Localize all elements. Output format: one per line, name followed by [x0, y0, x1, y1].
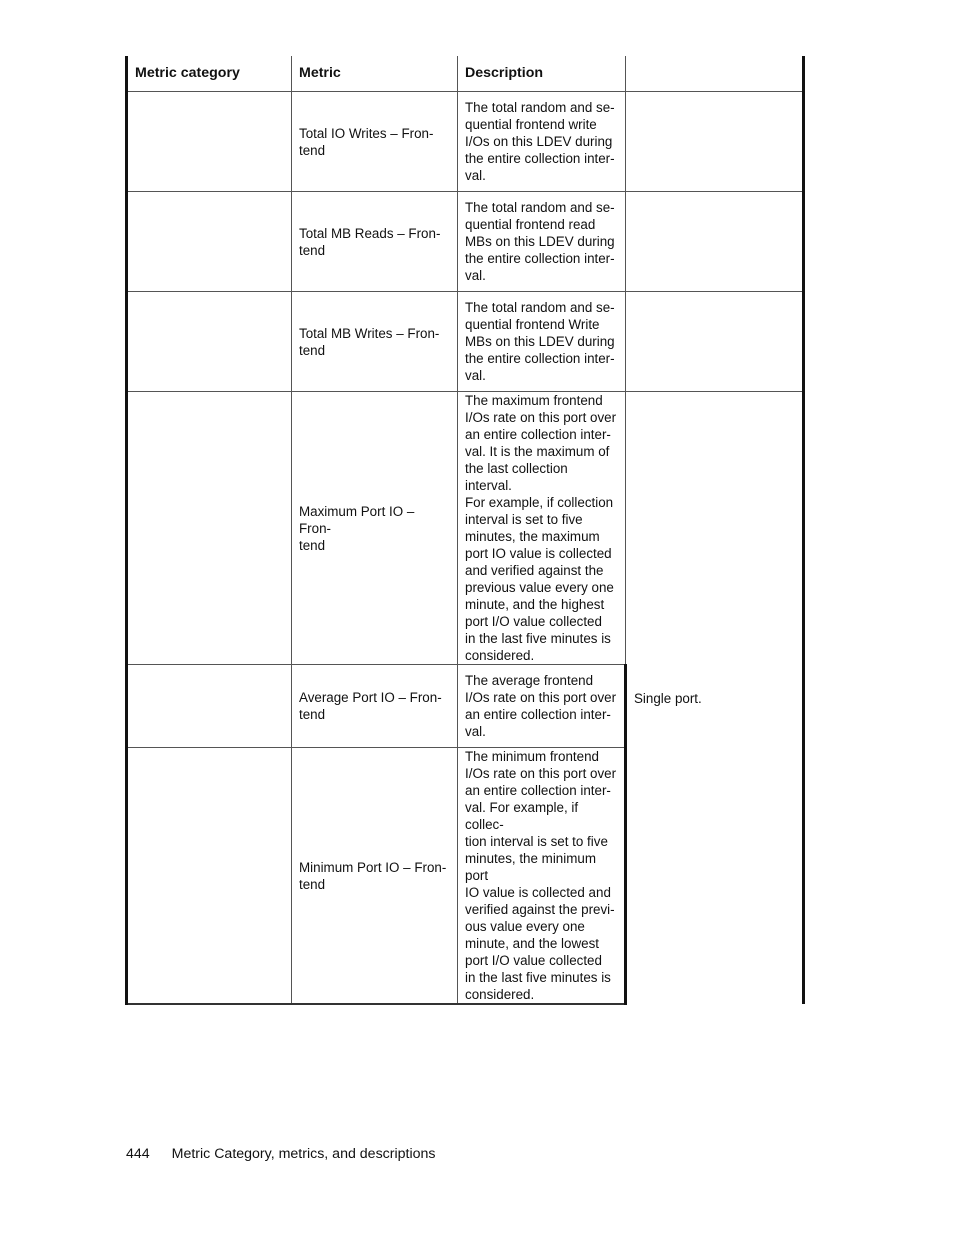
notes-cell — [626, 92, 804, 192]
description-cell: The total random and se- quential frontend read MBs on this LDEV during the entire collection inter- val. — [458, 192, 626, 292]
description-cell: The minimum frontend I/Os rate on this port over an entire collection inter- val. For example, if collec- tion interval is set to five minutes, the minimum port IO value is collected and verified against the previ- ous value every one minute, and the lowest port I/O value collected in the last five minutes is considered. — [458, 748, 626, 1005]
metric-cell: Maximum Port IO – Fron- tend — [292, 392, 458, 665]
metric-cell: Average Port IO – Fron- tend — [292, 665, 458, 748]
notes-cell: Single port. — [626, 392, 804, 1005]
category-cell — [127, 192, 292, 292]
description-cell: The maximum frontend I/Os rate on this port over an entire collection inter- val. It is the maximum of the last collection interval. For example, if collection interval is set to five minutes, the maximum port IO value is collected and verified against the previous value every one minute, and the highest port I/O value collected in the last five minutes is considered. — [458, 392, 626, 665]
table-row — [127, 92, 804, 192]
metric-cell: Total MB Reads – Fron- tend — [292, 192, 458, 292]
notes-cell — [626, 192, 804, 292]
page-footer — [126, 1145, 436, 1163]
table-row — [127, 392, 804, 665]
metric-cell: Total MB Writes – Fron- tend — [292, 292, 458, 392]
category-cell — [127, 665, 292, 748]
header-description: Description — [458, 56, 626, 92]
description-cell: The total random and se- quential frontend Write MBs on this LDEV during the entire collection inter- val. — [458, 292, 626, 392]
page-number: 444 — [126, 1146, 150, 1162]
notes-cell — [626, 292, 804, 392]
header-metric-category: Metric category — [127, 56, 292, 92]
description-cell: The total random and se- quential frontend write I/Os on this LDEV during the entire collection inter- val. — [458, 92, 626, 192]
category-cell — [127, 92, 292, 192]
metric-cell: Total IO Writes – Fron- tend — [292, 92, 458, 192]
table-row — [127, 192, 804, 292]
category-cell — [127, 292, 292, 392]
category-cell — [127, 748, 292, 1005]
metric-cell: Minimum Port IO – Fron- tend — [292, 748, 458, 1005]
metrics-table — [125, 56, 805, 1005]
description-cell: The average frontend I/Os rate on this port over an entire collection inter- val. — [458, 665, 626, 748]
table-row — [127, 292, 804, 392]
header-metric: Metric — [292, 56, 458, 92]
table-header-row — [127, 56, 804, 92]
footer-section-title: Metric Category, metrics, and descriptions — [171, 1146, 436, 1162]
category-cell — [127, 392, 292, 665]
header-notes — [626, 56, 804, 92]
